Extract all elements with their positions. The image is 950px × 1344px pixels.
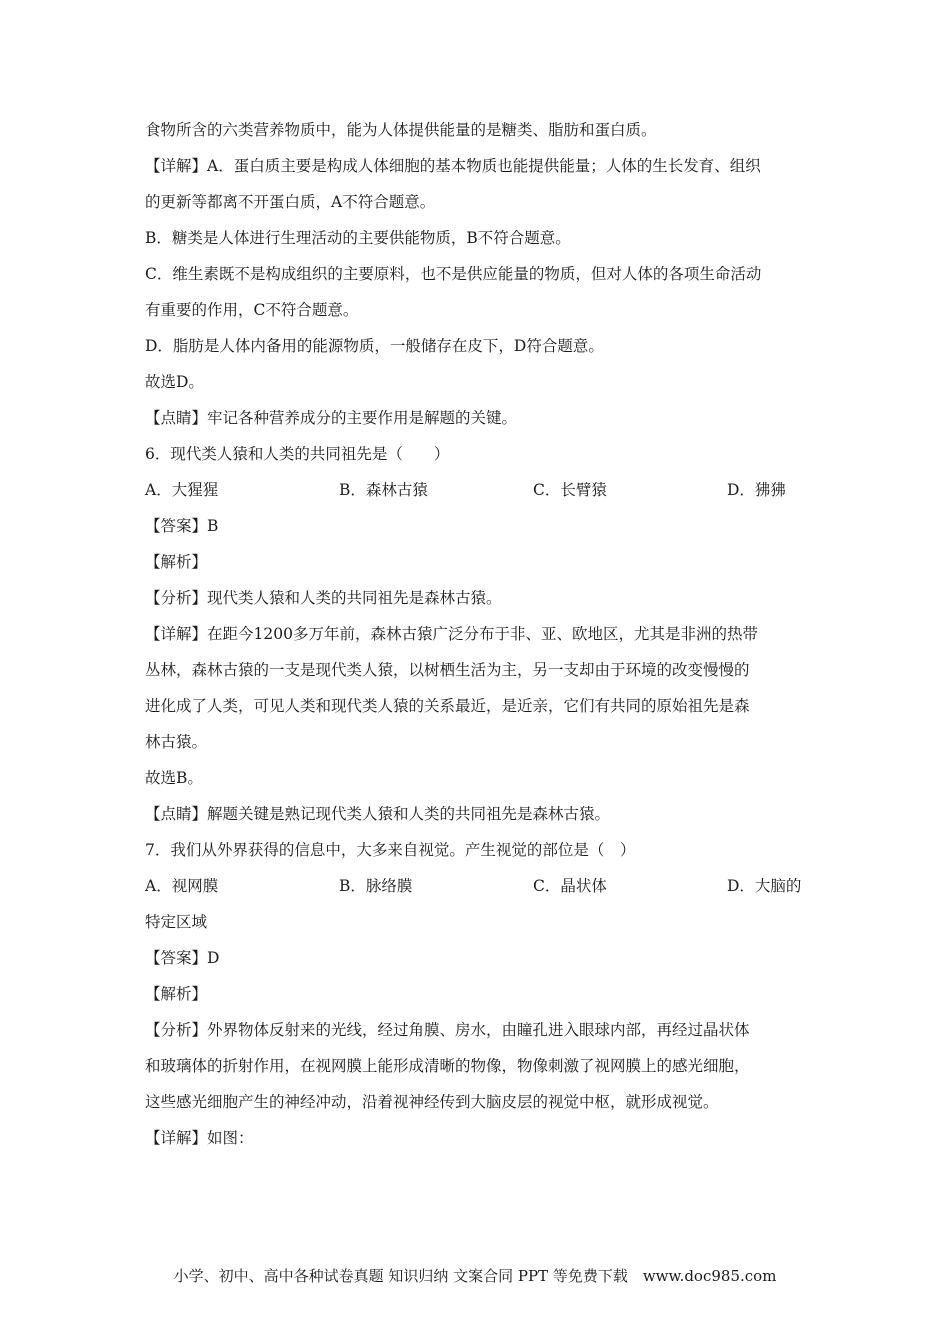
analysis-heading: 【解析】 bbox=[145, 553, 208, 571]
analysis-heading: 【解析】 bbox=[145, 985, 208, 1003]
text-line: 有重要的作用，C不符合题意。 bbox=[145, 301, 359, 319]
text-line: 故选D。 bbox=[145, 373, 204, 391]
text-line: 和玻璃体的折射作用，在视网膜上能形成清晰的物像，物像刺激了视网膜上的感光细胞， bbox=[145, 1057, 750, 1075]
question-7-stem: 7．我们从外界获得的信息中，大多来自视觉。产生视觉的部位是（ ） bbox=[145, 841, 636, 859]
text-line: 这些感光细胞产生的神经冲动，沿着视神经传到大脑皮层的视觉中枢，就形成视觉。 bbox=[145, 1093, 719, 1111]
answer-line: 【答案】D bbox=[145, 949, 220, 967]
text-line: 的更新等都离不开蛋白质，A不符合题意。 bbox=[145, 193, 436, 211]
text-line: 【详解】A．蛋白质主要是构成人体细胞的基本物质也能提供能量；人体的生长发育、组织 bbox=[145, 157, 761, 175]
answer-line: 【答案】B bbox=[145, 517, 219, 535]
text-line: 特定区域 bbox=[145, 913, 208, 931]
text-line: 【分析】现代类人猿和人类的共同祖先是森林古猿。 bbox=[145, 589, 502, 607]
option-a: A．视网膜 bbox=[145, 877, 219, 895]
text-line: 丛林，森林古猿的一支是现代类人猿，以树栖生活为主，另一支却由于环境的改变慢慢的 bbox=[145, 661, 750, 679]
text-line: 【点睛】牢记各种营养成分的主要作用是解题的关键。 bbox=[145, 409, 518, 427]
page-footer: 小学、初中、高中各种试卷真题 知识归纳 文案合同 PPT 等免费下载 www.doc985.com bbox=[173, 1267, 777, 1285]
question-6-stem: 6．现代类人猿和人类的共同祖先是（ ） bbox=[145, 445, 450, 463]
text-line: C．维生素既不是构成组织的主要原料，也不是供应能量的物质，但对人体的各项生命活动 bbox=[145, 265, 762, 283]
text-line: 【点睛】解题关键是熟记现代类人猿和人类的共同祖先是森林古猿。 bbox=[145, 805, 611, 823]
option-d: D．大脑的 bbox=[727, 877, 802, 895]
text-line: 【详解】在距今1200多万年前，森林古猿广泛分布于非、亚、欧地区，尤其是非洲的热带 bbox=[145, 625, 758, 643]
text-line: 食物所含的六类营养物质中，能为人体提供能量的是糖类、脂肪和蛋白质。 bbox=[145, 121, 657, 139]
option-c: C．长臂猿 bbox=[533, 481, 607, 499]
text-line: 进化成了人类，可见人类和现代类人猿的关系最近，是近亲，它们有共同的原始祖先是森 bbox=[145, 697, 750, 715]
option-b: B．脉络膜 bbox=[339, 877, 413, 895]
text-line: 故选B。 bbox=[145, 769, 203, 787]
text-line: 【详解】如图： bbox=[145, 1129, 254, 1147]
text-line: B．糖类是人体进行生理活动的主要供能物质，B不符合题意。 bbox=[145, 229, 571, 247]
text-line: 林古猿。 bbox=[145, 733, 208, 751]
text-line: D．脂肪是人体内备用的能源物质，一般储存在皮下，D符合题意。 bbox=[145, 337, 604, 355]
question-6-options bbox=[145, 472, 810, 508]
text-line: 【分析】外界物体反射来的光线，经过角膜、房水，由瞳孔进入眼球内部，再经过晶状体 bbox=[145, 1021, 750, 1039]
option-b: B．森林古猿 bbox=[339, 481, 428, 499]
option-c: C．晶状体 bbox=[533, 877, 607, 895]
page-content bbox=[145, 112, 810, 1156]
question-7-options bbox=[145, 868, 810, 904]
option-d: D．狒狒 bbox=[727, 481, 786, 499]
option-a: A．大猩猩 bbox=[145, 481, 219, 499]
